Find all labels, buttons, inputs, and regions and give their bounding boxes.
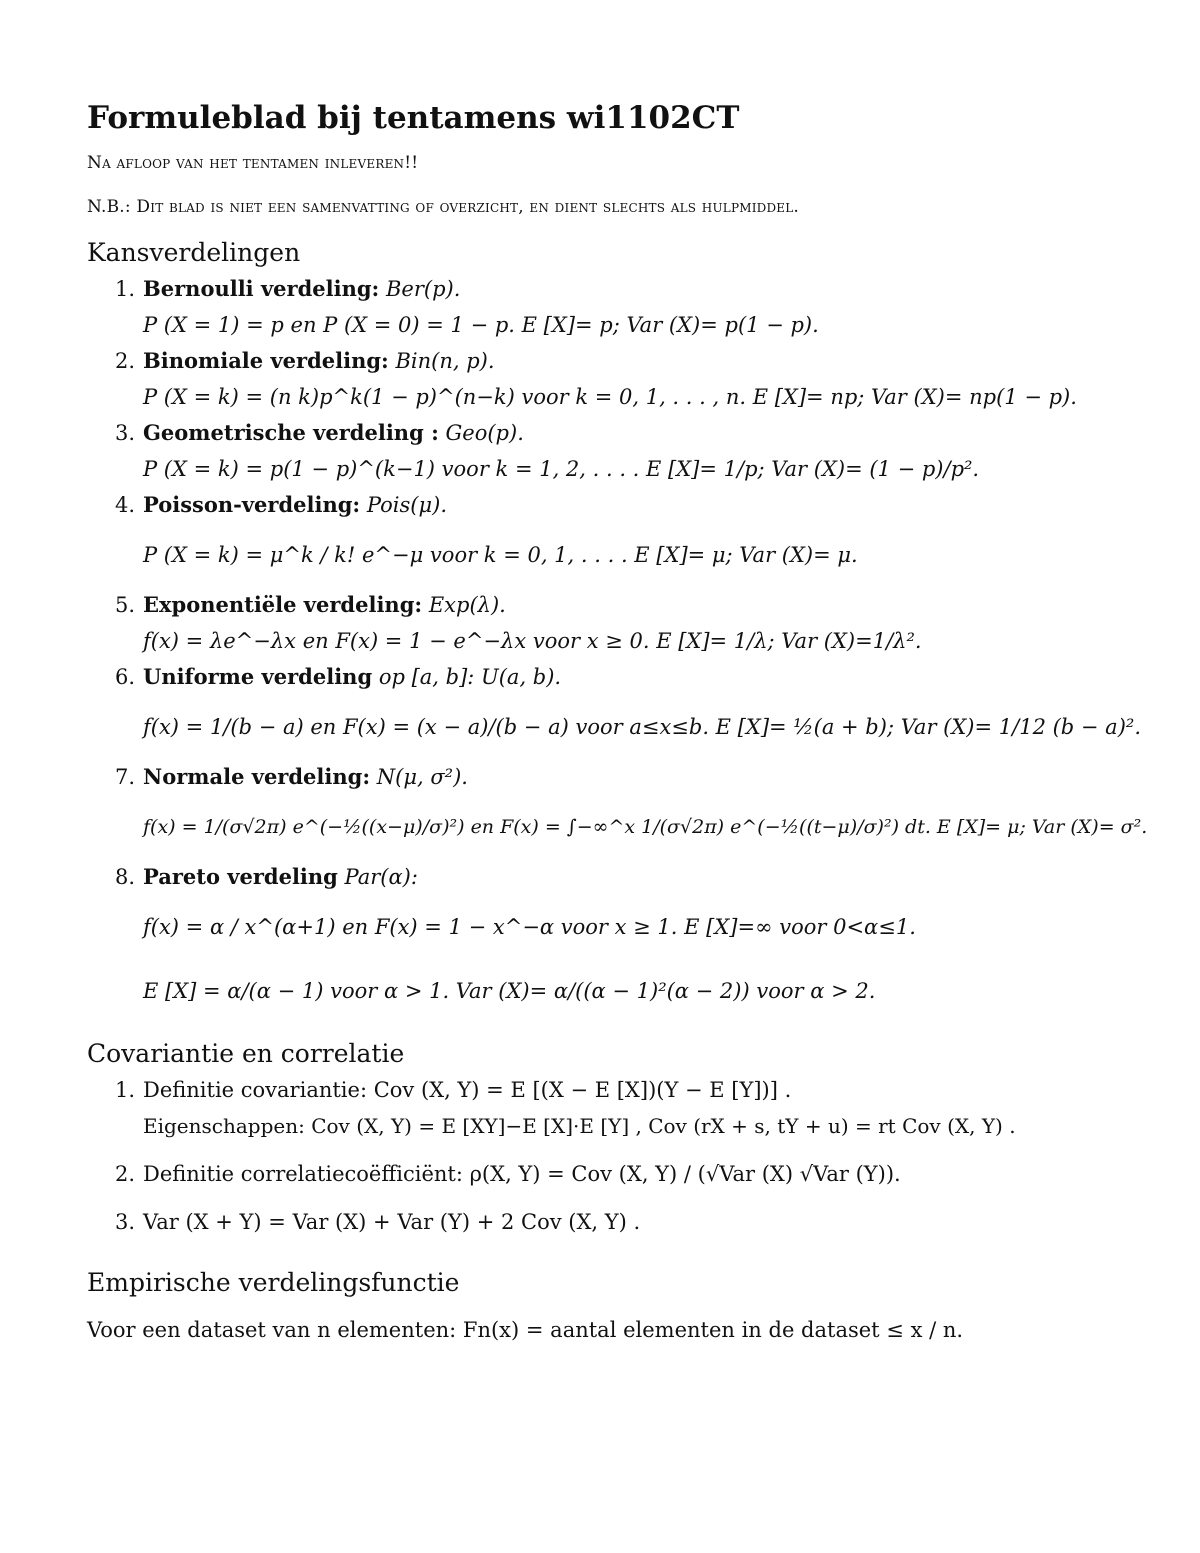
item-text: Definitie correlatiecoëfficiënt: ρ(X, Y) = Cov (X, Y) / (√Var (X) √Var (Y)). [143, 1162, 901, 1186]
item-symbol: Bin(n, p). [395, 349, 495, 373]
distribution-item [115, 859, 1127, 895]
item-name: Bernoulli verdeling: [143, 276, 380, 301]
item-name: Geometrische verdeling : [143, 420, 439, 445]
list-item [115, 1204, 1127, 1240]
section-heading-covariantie: Covariantie en correlatie [87, 1039, 405, 1068]
formula: f(x) = 1/(σ√2π) e^(−½((x−μ)/σ)²) en F(x) = ∫−∞^x 1/(σ√2π) e^(−½((t−μ)/σ)²) dt. E [X]= μ; Var (X)= σ². [143, 816, 1148, 838]
item-name: Exponentiële verdeling: [143, 592, 423, 617]
list-item [115, 1072, 1127, 1108]
distribution-item [115, 343, 1127, 379]
item-name: Pareto verdeling [143, 864, 338, 889]
formula: P (X = k) = (n k)p^k(1 − p)^(n−k) voor k = 0, 1, . . . , n. E [X]= np; Var (X)= np(1 − p). [143, 385, 1077, 409]
item-number: 4. [115, 493, 136, 517]
formula: P (X = k) = p(1 − p)^(k−1) voor k = 1, 2, . . . . E [X]= 1/p; Var (X)= (1 − p)/p². [143, 457, 980, 481]
formula: f(x) = 1/(b − a) en F(x) = (x − a)/(b − a) voor a≤x≤b. E [X]= ½(a + b); Var (X)= 1/12 (b − a)². [143, 715, 1141, 739]
distribution-item [115, 271, 1127, 307]
distribution-item [115, 487, 1127, 523]
item-number: 2. [115, 1162, 136, 1186]
formula: P (X = k) = μ^k / k! e^−μ voor k = 0, 1, . . . . E [X]= μ; Var (X)= μ. [143, 543, 858, 567]
item-text: Definitie covariantie: Cov (X, Y) = E [(X − E [X])(Y − E [Y])] . [143, 1078, 792, 1102]
distribution-item [115, 759, 1127, 795]
item-number: 1. [115, 277, 136, 301]
formula-sheet [87, 100, 1148, 1357]
item-symbol: Ber(p). [385, 277, 461, 301]
notice: Na afloop van het tentamen inleveren!! [87, 153, 419, 173]
item-text: Eigenschappen: Cov (X, Y) = E [XY]−E [X]·E [Y] , Cov (rX + s, tY + u) = rt Cov (X, Y) . [143, 1114, 1016, 1138]
formula: f(x) = α / x^(α+1) en F(x) = 1 − x^−α voor x ≥ 1. E [X]=∞ voor 0<α≤1. [143, 915, 916, 939]
distribution-item [115, 587, 1127, 623]
list-item-continuation [115, 1108, 1127, 1144]
item-number: 3. [115, 421, 136, 445]
formula: E [X] = α/(α − 1) voor α > 1. Var (X)= α/((α − 1)²(α − 2)) voor α > 2. [143, 979, 876, 1003]
item-number: 5. [115, 593, 136, 617]
item-number: 6. [115, 665, 136, 689]
page-title: Formuleblad bij tentamens wi1102CT [87, 100, 740, 136]
section-heading-empirisch: Empirische verdelingsfunctie [87, 1268, 460, 1297]
item-symbol: N(μ, σ²). [376, 765, 468, 789]
section-heading-kansverdelingen: Kansverdelingen [87, 238, 301, 267]
item-number: 7. [115, 765, 136, 789]
item-number: 2. [115, 349, 136, 373]
item-number: 3. [115, 1210, 136, 1234]
formula: f(x) = λe^−λx en F(x) = 1 − e^−λx voor x ≥ 0. E [X]= 1/λ; Var (X)=1/λ². [143, 629, 922, 653]
item-name: Poisson-verdeling: [143, 492, 361, 517]
nb-note: N.B.: Dit blad is niet een samenvatting of overzicht, en dient slechts als hulpmiddel. [87, 197, 800, 217]
item-text: Var (X + Y) = Var (X) + Var (Y) + 2 Cov (X, Y) . [143, 1210, 641, 1234]
distribution-item [115, 659, 1127, 695]
item-symbol: Par(α): [344, 865, 418, 889]
item-name: Uniforme verdeling [143, 664, 373, 689]
distribution-item [115, 415, 1127, 451]
item-name: Normale verdeling: [143, 764, 371, 789]
list-item [115, 1144, 1127, 1204]
item-number: 8. [115, 865, 136, 889]
empirical-formula: Voor een dataset van n elementen: Fn(x) = aantal elementen in de dataset ≤ x / n. [87, 1318, 964, 1342]
item-symbol: Pois(μ). [366, 493, 447, 517]
item-number: 1. [115, 1078, 136, 1102]
item-symbol: Geo(p). [445, 421, 524, 445]
item-symbol: Exp(λ). [428, 593, 506, 617]
item-symbol: op [a, b]: U(a, b). [378, 665, 562, 689]
formula: P (X = 1) = p en P (X = 0) = 1 − p. E [X]= p; Var (X)= p(1 − p). [143, 313, 819, 337]
item-name: Binomiale verdeling: [143, 348, 389, 373]
